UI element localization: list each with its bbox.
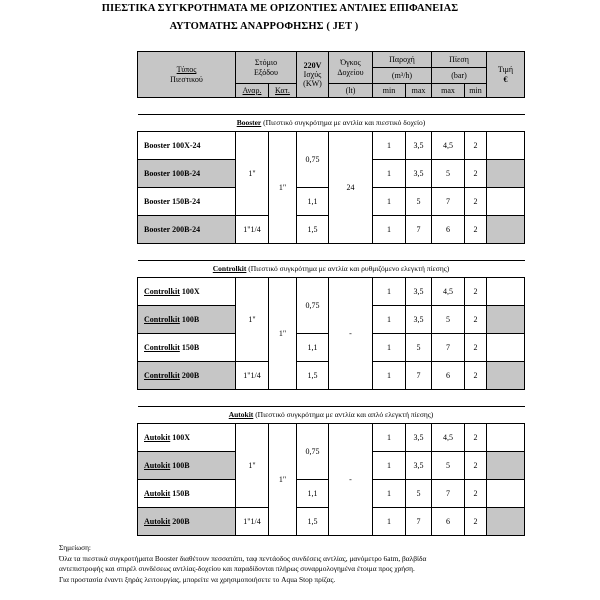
page-title: ΠΙΕΣΤΙΚΑ ΣΥΓΚΡΟΤΗΜΑΤΑ ΜΕ ΟΡΙΖΟΝΤΙΕΣ ΑΝΤΛΙΕΣ ΕΠΙΦΑΝΕΙΑΣ <box>101 3 459 14</box>
pressure-min: 2 <box>465 508 487 536</box>
pressure-min: 2 <box>465 306 487 334</box>
model-brand: Booster <box>144 224 171 234</box>
pressure-min: 2 <box>465 334 487 362</box>
header-type: Τύπος Πιεστικού <box>138 52 236 98</box>
pressure-min: 2 <box>465 278 487 306</box>
section-description: (Πιεστικό συγκρότημα με αντλία και ρυθμιζόμενο ελεγκτή πίεσης) <box>248 263 450 273</box>
section-header <box>138 115 525 132</box>
flow-min: 1 <box>373 480 406 508</box>
model-name <box>138 278 236 306</box>
model-code: 150B <box>172 488 190 498</box>
model-brand: Controlkit <box>144 370 180 380</box>
price-cell <box>487 334 525 362</box>
flow-max: 5 <box>406 480 432 508</box>
header-suction: Αναρ. <box>236 84 269 98</box>
page-subtitle: ΑΥΤΟΜΑΤΗΣ ΑΝΑΡΡΟΦΗΣΗΣ ( JET ) <box>169 21 359 32</box>
flow-min: 1 <box>373 306 406 334</box>
pressure-max: 5 <box>432 160 465 188</box>
pressure-min: 2 <box>465 216 487 244</box>
suction-size: 1"1/4 <box>236 216 269 244</box>
flow-max: 7 <box>406 508 432 536</box>
price-cell <box>487 216 525 244</box>
discharge-size: 1" <box>269 132 297 244</box>
pressure-min: 2 <box>465 480 487 508</box>
tank-volume: 24 <box>329 132 373 244</box>
header-flow-unit: (m³/h) <box>373 68 432 84</box>
flow-min: 1 <box>373 362 406 390</box>
table-row <box>138 132 525 160</box>
spacer-row <box>138 98 525 115</box>
header-outlet: Στόμιο Εξόδου <box>236 52 297 84</box>
suction-size: 1" <box>236 132 269 216</box>
pressure-max: 4,5 <box>432 132 465 160</box>
header-flow-min: min <box>373 84 406 98</box>
model-code: 100X-24 <box>172 140 201 150</box>
model-brand: Controlkit <box>144 286 180 296</box>
model-code: 200B-24 <box>172 224 201 234</box>
power-value: 1,5 <box>297 508 329 536</box>
pressure-max: 6 <box>432 362 465 390</box>
model-brand: Controlkit <box>144 342 180 352</box>
table-row <box>138 278 525 306</box>
pressure-min: 2 <box>465 424 487 452</box>
notes-line-1: Όλα τα πιεστικά συγκροτήματα Booster διαθέτουν πεσσατάπι, ταφ πεντάοδος συνδέσεις αντλίας, μανόμετρο 6atm, βαλβίδα <box>59 553 427 563</box>
section-description: (Πιεστικό συγκρότημα με αντλία και πιεστικό δοχείο) <box>263 117 426 127</box>
pressure-min: 2 <box>465 362 487 390</box>
flow-max: 3,5 <box>406 424 432 452</box>
flow-max: 3,5 <box>406 132 432 160</box>
model-code: 100X <box>172 432 191 442</box>
model-name <box>138 188 236 216</box>
model-code: 150B <box>181 342 200 352</box>
flow-max: 7 <box>406 362 432 390</box>
header-power: 220V Ισχύς (KW) <box>297 52 329 98</box>
flow-max: 3,5 <box>406 278 432 306</box>
flow-min: 1 <box>373 216 406 244</box>
price-cell <box>487 452 525 480</box>
price-cell <box>487 188 525 216</box>
suction-size: 1"1/4 <box>236 508 269 536</box>
price-cell <box>487 424 525 452</box>
model-name <box>138 452 236 480</box>
model-code: 100B-24 <box>172 168 201 178</box>
tank-volume: - <box>329 278 373 390</box>
model-name <box>138 132 236 160</box>
suction-size: 1" <box>236 278 269 362</box>
flow-min: 1 <box>373 334 406 362</box>
price-table <box>137 51 525 536</box>
model-code: 150B-24 <box>172 196 201 206</box>
pressure-min: 2 <box>465 188 487 216</box>
flow-max: 5 <box>406 188 432 216</box>
model-brand: Autokit <box>144 488 171 498</box>
header-pressure-unit: (bar) <box>432 68 487 84</box>
header-price: Τιμή € <box>487 52 525 98</box>
spacer-row <box>138 390 525 407</box>
flow-min: 1 <box>373 424 406 452</box>
model-name <box>138 306 236 334</box>
model-brand: Booster <box>144 196 171 206</box>
suction-size: 1"1/4 <box>236 362 269 390</box>
model-name <box>138 216 236 244</box>
price-cell <box>487 278 525 306</box>
model-brand: Autokit <box>144 516 171 526</box>
flow-min: 1 <box>373 188 406 216</box>
discharge-size: 1" <box>269 424 297 536</box>
header-discharge: Κατ. <box>269 84 297 98</box>
price-cell <box>487 362 525 390</box>
header-pressure: Πίεση <box>432 52 487 68</box>
pressure-min: 2 <box>465 160 487 188</box>
table-row <box>138 424 525 452</box>
section-name: Booster <box>236 117 262 127</box>
price-cell <box>487 160 525 188</box>
tank-volume: - <box>329 424 373 536</box>
power-value: 0,75 <box>297 278 329 334</box>
pressure-max: 7 <box>432 188 465 216</box>
pressure-max: 5 <box>432 306 465 334</box>
model-brand: Controlkit <box>144 314 180 324</box>
model-name <box>138 508 236 536</box>
model-brand: Booster <box>144 168 171 178</box>
model-name <box>138 480 236 508</box>
model-code: 100X <box>181 286 200 296</box>
power-value: 1,1 <box>297 188 329 216</box>
pressure-min: 2 <box>465 452 487 480</box>
header-flow: Παροχή <box>373 52 432 68</box>
model-brand: Booster <box>144 140 171 150</box>
flow-min: 1 <box>373 452 406 480</box>
pressure-max: 6 <box>432 508 465 536</box>
pressure-max: 6 <box>432 216 465 244</box>
price-cell <box>487 306 525 334</box>
pressure-max: 4,5 <box>432 278 465 306</box>
section-header <box>138 407 525 424</box>
flow-min: 1 <box>373 132 406 160</box>
section-header <box>138 261 525 278</box>
pressure-max: 4,5 <box>432 424 465 452</box>
pressure-max: 7 <box>432 334 465 362</box>
header-pressure-min: min <box>465 84 487 98</box>
notes-heading: Σημείωση: <box>59 543 91 552</box>
header-pressure-max: max <box>432 84 465 98</box>
pressure-max: 7 <box>432 480 465 508</box>
power-value: 1,5 <box>297 362 329 390</box>
spacer-row <box>138 244 525 261</box>
model-code: 100B <box>181 314 200 324</box>
power-value: 1,1 <box>297 334 329 362</box>
notes <box>59 543 426 585</box>
pressure-min: 2 <box>465 132 487 160</box>
flow-max: 3,5 <box>406 160 432 188</box>
flow-max: 7 <box>406 216 432 244</box>
price-cell <box>487 132 525 160</box>
header-flow-max: max <box>406 84 432 98</box>
section-description: (Πιεστικό συγκρότημα με αντλία και απλό ελεγκτή πίεσης) <box>255 409 434 419</box>
notes-line-3: Για προστασία έναντι ξηράς λειτουργίας, μπορείτε να χρησιμοποιήσετε το Aqua Stop πρίζας. <box>59 574 336 584</box>
section-name: Controlkit <box>212 263 247 273</box>
model-name <box>138 362 236 390</box>
price-cell <box>487 508 525 536</box>
flow-min: 1 <box>373 160 406 188</box>
flow-min: 1 <box>373 278 406 306</box>
flow-max: 3,5 <box>406 452 432 480</box>
pressure-max: 5 <box>432 452 465 480</box>
header-tank: Όγκος Δοχείου <box>329 52 373 84</box>
model-brand: Autokit <box>144 460 171 470</box>
flow-min: 1 <box>373 508 406 536</box>
flow-max: 3,5 <box>406 306 432 334</box>
model-name <box>138 334 236 362</box>
section-name: Autokit <box>228 409 254 419</box>
model-brand: Autokit <box>144 432 171 442</box>
notes-line-2: αντεπιστροφής και σπιρέλ συνδέσεως αντλίας-δοχείου και παραδίδονται πλήρως συναρμολογημένα έτοιμα προς χρήση. <box>59 564 415 573</box>
model-name <box>138 160 236 188</box>
header-tank-unit: (lt) <box>329 84 373 98</box>
model-code: 200B <box>181 370 200 380</box>
model-name <box>138 424 236 452</box>
power-value: 1,1 <box>297 480 329 508</box>
model-code: 100B <box>172 460 190 470</box>
flow-max: 5 <box>406 334 432 362</box>
discharge-size: 1" <box>269 278 297 390</box>
model-code: 200B <box>172 516 190 526</box>
power-value: 1,5 <box>297 216 329 244</box>
power-value: 0,75 <box>297 424 329 480</box>
suction-size: 1" <box>236 424 269 508</box>
price-cell <box>487 480 525 508</box>
power-value: 0,75 <box>297 132 329 188</box>
